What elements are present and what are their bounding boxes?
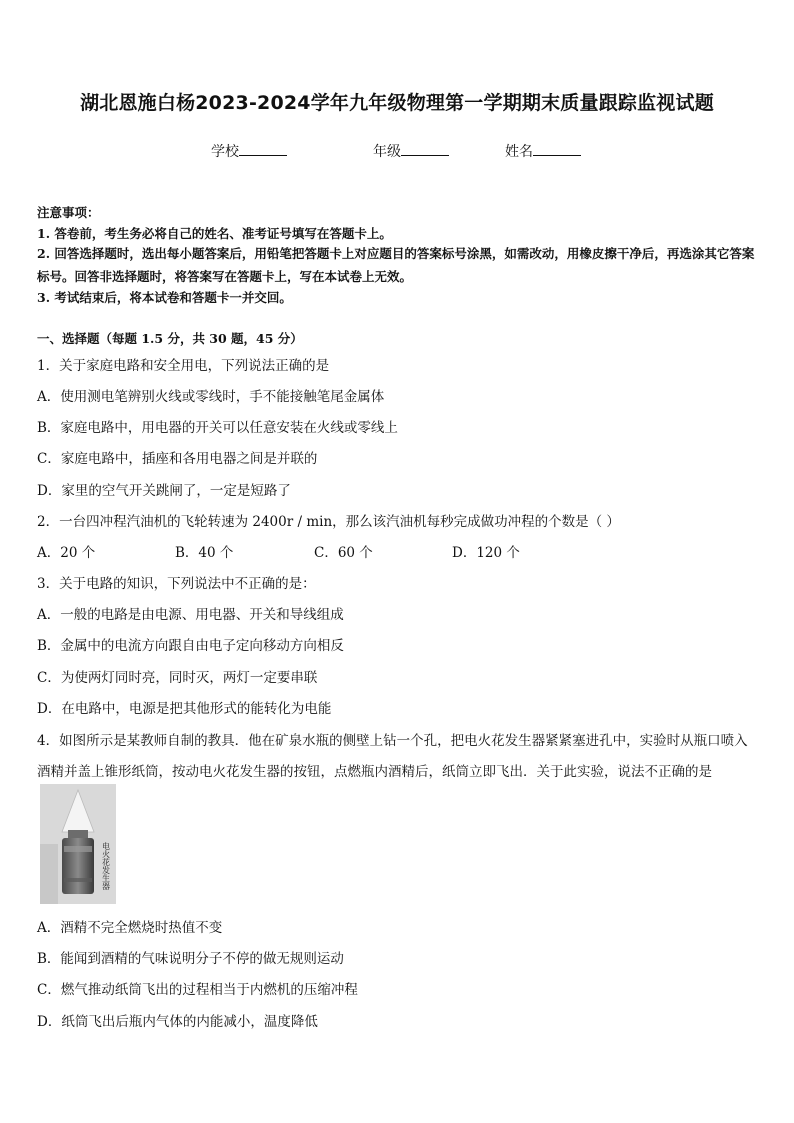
question-1-stem: 1．关于家庭电路和安全用电，下列说法正确的是 xyxy=(37,358,330,374)
name-blank xyxy=(533,143,581,156)
notice-item-2: 2. 回答选择题时，选出每小题答案后，用铅笔把答题卡上对应题目的答案标号涂黑，如需改动，用橡皮擦干净后，再选涂其它答案标号。回答非选择题时，将答案写在答题卡上，写在本试卷上无效。 xyxy=(37,246,755,284)
question-3-option-d: D．在电路中，电源是把其他形式的能转化为电能 xyxy=(37,701,332,717)
question-4-stem: 4．如图所示是某教师自制的教具．他在矿泉水瓶的侧壁上钻一个孔，把电火花发生器紧紧塞进孔中，实验时从瓶口喷入酒精并盖上锥形纸筒，按动电火花发生器的按钮，点燃瓶内酒精后，纸筒立即飞出．关于此实验，说法不正确的是 xyxy=(37,733,748,780)
name-label: 姓名 xyxy=(505,144,533,160)
notice-item-1: 1. 答卷前，考生务必将自己的姓名、准考证号填写在答题卡上。 xyxy=(37,226,392,241)
question-4-option-d: D．纸筒飞出后瓶内气体的内能减小，温度降低 xyxy=(37,1014,318,1030)
grade-field xyxy=(373,141,449,161)
question-3-option-b: B．金属中的电流方向跟自由电子定向移动方向相反 xyxy=(37,638,344,654)
question-4-option-a: A．酒精不完全燃烧时热值不变 xyxy=(37,920,223,936)
figure-label: 电火花发生器 xyxy=(101,842,111,890)
school-field xyxy=(211,141,287,161)
question-3-option-c: C．为使两灯同时亮，同时灭，两灯一定要串联 xyxy=(37,670,318,686)
question-4-option-c: C．燃气推动纸筒飞出的过程相当于内燃机的压缩冲程 xyxy=(37,982,358,998)
name-field xyxy=(505,141,581,161)
section-heading: 一、选择题（每题 1.5 分，共 30 题，45 分） xyxy=(37,331,303,346)
question-2-option-c: C．60 个 xyxy=(314,545,373,561)
school-label: 学校 xyxy=(211,144,239,160)
question-2-option-d: D．120 个 xyxy=(452,545,520,561)
grade-label: 年级 xyxy=(373,144,401,160)
question-1-option-b: B．家庭电路中，用电器的开关可以任意安装在火线或零线上 xyxy=(37,420,398,436)
question-4-option-b: B．能闻到酒精的气味说明分子不停的做无规则运动 xyxy=(37,951,344,967)
grade-blank xyxy=(401,143,449,156)
school-blank xyxy=(239,143,287,156)
notice-heading: 注意事项： xyxy=(37,205,100,220)
notice-item-3: 3. 考试结束后，将本试卷和答题卡一并交回。 xyxy=(37,290,292,305)
page-title: 湖北恩施白杨2023-2024学年九年级物理第一学期期末质量跟踪监视试题 xyxy=(80,92,714,114)
question-1-option-c: C．家庭电路中，插座和各用电器之间是并联的 xyxy=(37,451,318,467)
spark-generator-figure xyxy=(40,784,116,904)
question-2-option-a: A．20 个 xyxy=(37,545,96,561)
question-3-stem: 3．关于电路的知识，下列说法中不正确的是： xyxy=(37,576,316,592)
question-2-stem: 2．一台四冲程汽油机的飞轮转速为 2400r / min，那么该汽油机每秒完成做功冲程的个数是（ ） xyxy=(37,514,620,530)
question-3-option-a: A．一般的电路是由电源、用电器、开关和导线组成 xyxy=(37,607,344,623)
question-2-option-b: B．40 个 xyxy=(175,545,234,561)
question-1-option-d: D．家里的空气开关跳闸了，一定是短路了 xyxy=(37,483,291,499)
question-1-option-a: A．使用测电笔辨别火线或零线时，手不能接触笔尾金属体 xyxy=(37,389,385,405)
